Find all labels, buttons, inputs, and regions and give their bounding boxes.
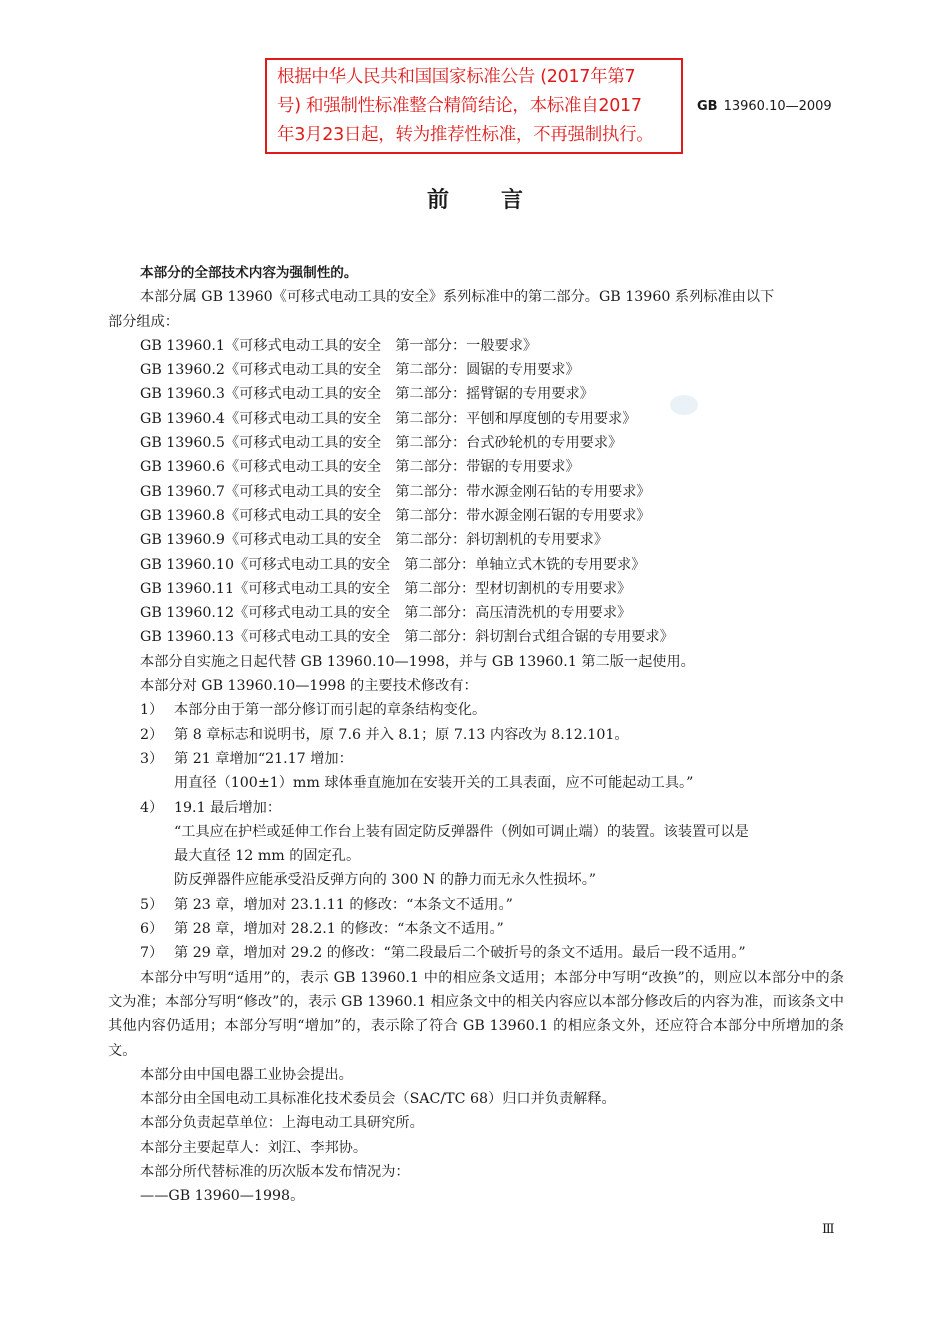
- part-list-item: GB 13960.8《可移式电动工具的安全 第二部分：带水源金刚石锯的专用要求》: [140, 507, 651, 524]
- explanation-paragraph: 本部分中写明“适用”的，表示 GB 13960.1 中的相应条文适用；本部分中写明“改换”的，则应以本部分中的条文为准；本部分写明“修改”的，表示 GB 13960.1 相应条文中的相关内容应以本部分修改后的内容为准，而该条文中其他内容仍适用；本部分写明“增加”的，表示除了符合 GB 13960.1 的相应条文外，还应符合本部分中所增加的条文。: [108, 969, 844, 1059]
- change-text: 第 8 章标志和说明书，原 7.6 并入 8.1；原 7.13 内容改为 8.12.101。: [174, 726, 629, 743]
- part-list-item: GB 13960.3《可移式电动工具的安全 第二部分：摇臂锯的专用要求》: [140, 386, 594, 403]
- part-list-item: GB 13960.12《可移式电动工具的安全 第二部分：高压清洗机的专用要求》: [140, 605, 632, 622]
- part-list-item: GB 13960.13《可移式电动工具的安全 第二部分：斜切割台式组合锯的专用要求》: [140, 629, 674, 646]
- parts-list: [108, 334, 844, 650]
- part-list-item: GB 13960.4《可移式电动工具的安全 第二部分：平刨和厚度刨的专用要求》: [140, 410, 637, 427]
- part-list-item: GB 13960.9《可移式电动工具的安全 第二部分：斜切割机的专用要求》: [140, 532, 609, 549]
- change-text: 本部分由于第一部分修订而引起的章条结构变化。: [174, 702, 487, 719]
- change-number: 3）: [140, 750, 164, 767]
- change-text: 第 23 章，增加对 23.1.11 的修改：“本条文不适用。”: [174, 896, 513, 913]
- change-continuation: “工具应在护栏或延伸工作台上装有固定防反弹器件（例如可调止端）的装置。该装置可以是: [174, 823, 749, 840]
- change-item: [108, 893, 844, 917]
- part-list-item: GB 13960.6《可移式电动工具的安全 第二部分：带锯的专用要求》: [140, 459, 580, 476]
- replace-statement: 本部分自实施之日起代替 GB 13960.10—1998，并与 GB 13960.1 第二版一起使用。: [140, 653, 695, 670]
- abolition-notice-box: [265, 58, 683, 154]
- standard-prefix: GB: [697, 99, 718, 114]
- part-list-item: GB 13960.11《可移式电动工具的安全 第二部分：型材切割机的专用要求》: [140, 580, 632, 597]
- change-continuation: 用直径（100±1）mm 球体垂直施加在安装开关的工具表面，应不可能起动工具。”: [174, 775, 694, 792]
- tail-paragraph: 本部分所代替标准的历次版本发布情况为：: [140, 1163, 410, 1180]
- page-number: Ⅲ: [822, 1222, 835, 1237]
- history-entry: ——GB 13960—1998。: [140, 1188, 305, 1205]
- foreword-body: [108, 261, 844, 1209]
- notice-line: 年3月23日起，转为推荐性标准，不再强制执行。: [277, 125, 654, 145]
- part-list-item: GB 13960.2《可移式电动工具的安全 第二部分：圆锯的专用要求》: [140, 362, 580, 379]
- change-text: 第 28 章，增加对 28.2.1 的修改：“本条文不适用。”: [174, 921, 504, 938]
- change-text: 19.1 最后增加：: [174, 799, 282, 816]
- change-item: [108, 917, 844, 941]
- series-paragraph-cont: 部分组成：: [108, 313, 179, 330]
- notice-line: 号) 和强制性标准整合精简结论，本标准自2017: [277, 96, 642, 116]
- part-list-item: GB 13960.1《可移式电动工具的安全 第一部分：一般要求》: [140, 337, 538, 354]
- change-continuation: 最大直径 12 mm 的固定孔。: [174, 848, 361, 865]
- tail-paragraph: 本部分主要起草人：刘江、李邦协。: [140, 1139, 368, 1156]
- change-text: 第 21 章增加“21.17 增加：: [174, 750, 353, 767]
- part-list-item: GB 13960.7《可移式电动工具的安全 第二部分：带水源金刚石钻的专用要求》: [140, 483, 651, 500]
- page-title: 前言: [426, 188, 575, 213]
- change-number: 1）: [140, 702, 164, 719]
- mandatory-statement: 本部分的全部技术内容为强制性的。: [140, 265, 358, 281]
- changes-intro: 本部分对 GB 13960.10—1998 的主要技术修改有：: [140, 678, 478, 695]
- tail-paragraph: 本部分负责起草单位：上海电动工具研究所。: [140, 1115, 424, 1132]
- series-paragraph: 本部分属 GB 13960《可移式电动工具的安全》系列标准中的第二部分。GB 13960 系列标准由以下: [140, 289, 775, 306]
- change-item: [108, 941, 844, 965]
- change-item: [108, 723, 844, 747]
- change-number: 2）: [140, 726, 164, 743]
- change-number: 5）: [140, 896, 164, 913]
- notice-line: 根据中华人民共和国国家标准公告 (2017年第7: [277, 67, 636, 87]
- change-item: [108, 698, 844, 722]
- change-continuation: 防反弹器件应能承受沿反弹方向的 300 N 的静力而无永久性损坏。”: [174, 872, 597, 889]
- standard-code: 13960.10—2009: [723, 99, 832, 114]
- change-item: [108, 796, 844, 820]
- change-number: 4）: [140, 799, 164, 816]
- tail-paragraph: 本部分由中国电器工业协会提出。: [140, 1066, 353, 1083]
- standard-number: [697, 99, 832, 114]
- part-list-item: GB 13960.10《可移式电动工具的安全 第二部分：单轴立式木铣的专用要求》: [140, 556, 646, 573]
- change-item: [108, 747, 844, 771]
- changes-list: [108, 698, 844, 965]
- change-number: 7）: [140, 945, 164, 962]
- change-text: 第 29 章，增加对 29.2 的修改：“第二段最后二个破折号的条文不适用。最后一段不适用。”: [174, 945, 746, 962]
- tail-paragraphs: [108, 1063, 844, 1184]
- change-number: 6）: [140, 921, 164, 938]
- tail-paragraph: 本部分由全国电动工具标准化技术委员会（SAC/TC 68）归口并负责解释。: [140, 1091, 616, 1108]
- part-list-item: GB 13960.5《可移式电动工具的安全 第二部分：台式砂轮机的专用要求》: [140, 435, 623, 452]
